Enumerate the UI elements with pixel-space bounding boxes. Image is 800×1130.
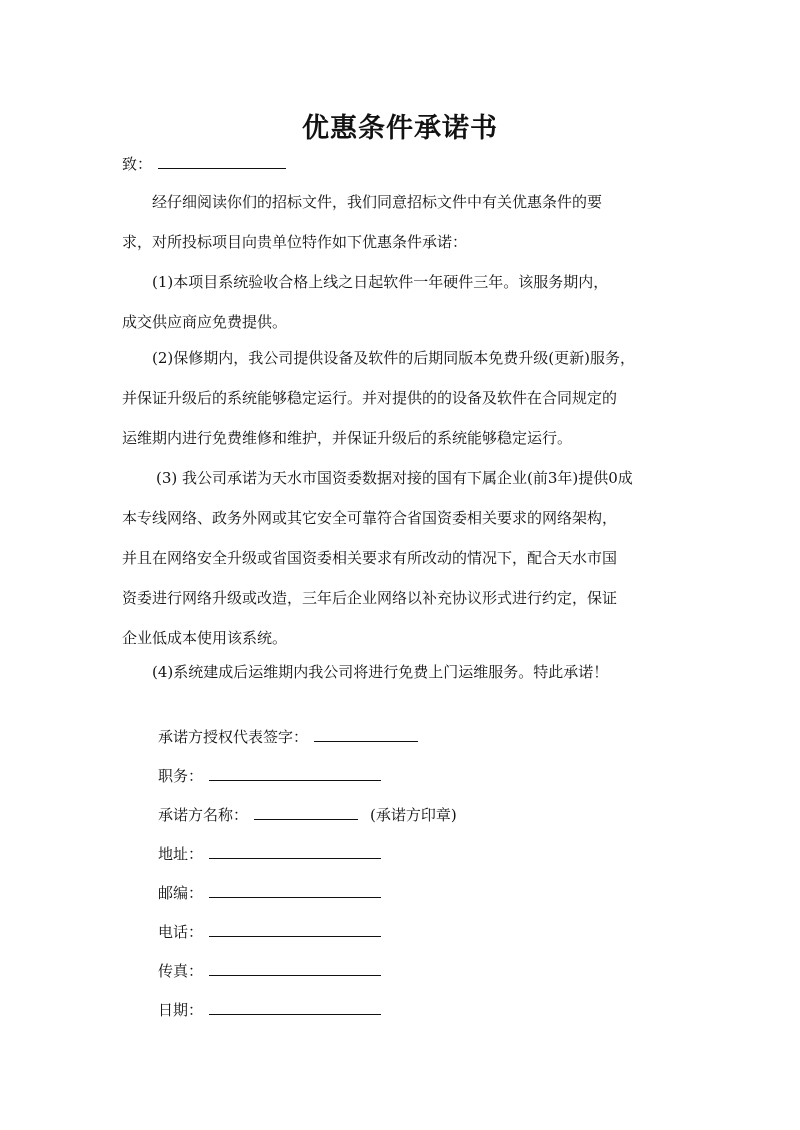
postcode-label: 邮编： — [158, 884, 204, 902]
paragraph-line: 并保证升级后的系统能够稳定运行。并对提供的的设备及软件在合同规定的 — [122, 389, 618, 407]
seal-note: (承诺方印章) — [370, 806, 457, 824]
company-name-label: 承诺方名称： — [158, 806, 249, 824]
company-name-line — [158, 804, 457, 825]
position-label: 职务： — [158, 767, 204, 785]
signature-rep-line — [158, 726, 418, 747]
document-title: 优惠条件承诺书 — [302, 113, 498, 144]
paragraph-line: (1)本项目系统验收合格上线之日起软件一年硬件三年。该服务期内， — [152, 273, 609, 291]
paragraph-line: 经仔细阅读你们的招标文件，我们同意招标文件中有关优惠条件的要 — [152, 193, 603, 211]
intro-paragraph — [122, 182, 682, 262]
signature-rep-label: 承诺方授权代表签字： — [158, 728, 309, 746]
phone-blank — [209, 921, 381, 937]
phone-line — [158, 921, 381, 942]
address-line — [158, 843, 381, 864]
commitment-item-1 — [122, 262, 682, 342]
date-label: 日期： — [158, 1001, 204, 1019]
date-line — [158, 999, 381, 1020]
paragraph-line: 本专线网络、政务外网或其它安全可靠符合省国资委相关要求的网络架构， — [122, 509, 618, 527]
fax-label: 传真： — [158, 962, 204, 980]
paragraph-line: 资委进行网络升级或改造，三年后企业网络以补充协议形式进行约定，保证 — [122, 589, 618, 607]
commitment-item-2 — [122, 338, 682, 458]
paragraph-line: 运维期内进行免费维修和维护，并保证升级后的系统能够稳定运行。 — [122, 429, 573, 447]
address-blank — [209, 843, 381, 859]
position-blank — [209, 765, 381, 781]
paragraph-line: 求，对所投标项目向贵单位特作如下优惠条件承诺： — [122, 233, 468, 251]
postcode-line — [158, 882, 381, 903]
signature-blank — [314, 726, 418, 742]
address-label: 地址： — [158, 845, 204, 863]
company-name-blank — [254, 804, 358, 820]
recipient-line — [122, 153, 286, 174]
paragraph-line: (2)保修期内，我公司提供设备及软件的后期同版本免费升级(更新)服务， — [152, 349, 635, 367]
phone-label: 电话： — [158, 923, 204, 941]
recipient-label: 致： — [122, 155, 153, 173]
paragraph-line: 企业低成本使用该系统。 — [122, 629, 288, 647]
paragraph-line: (4)系统建成后运维期内我公司将进行免费上门运维服务。特此承诺！ — [152, 663, 609, 681]
recipient-blank — [158, 153, 286, 169]
position-line — [158, 765, 381, 786]
date-blank — [209, 999, 381, 1015]
fax-blank — [209, 960, 381, 976]
fax-line — [158, 960, 381, 981]
paragraph-line: 成交供应商应免费提供。 — [122, 313, 288, 331]
commitment-item-4 — [122, 652, 682, 692]
commitment-item-3 — [122, 458, 682, 658]
paragraph-line: (3) 我公司承诺为天水市国资委数据对接的国有下属企业(前3年)提供0成 — [156, 469, 633, 487]
paragraph-line: 并且在网络安全升级或省国资委相关要求有所改动的情况下，配合天水市国 — [122, 549, 618, 567]
postcode-blank — [209, 882, 381, 898]
